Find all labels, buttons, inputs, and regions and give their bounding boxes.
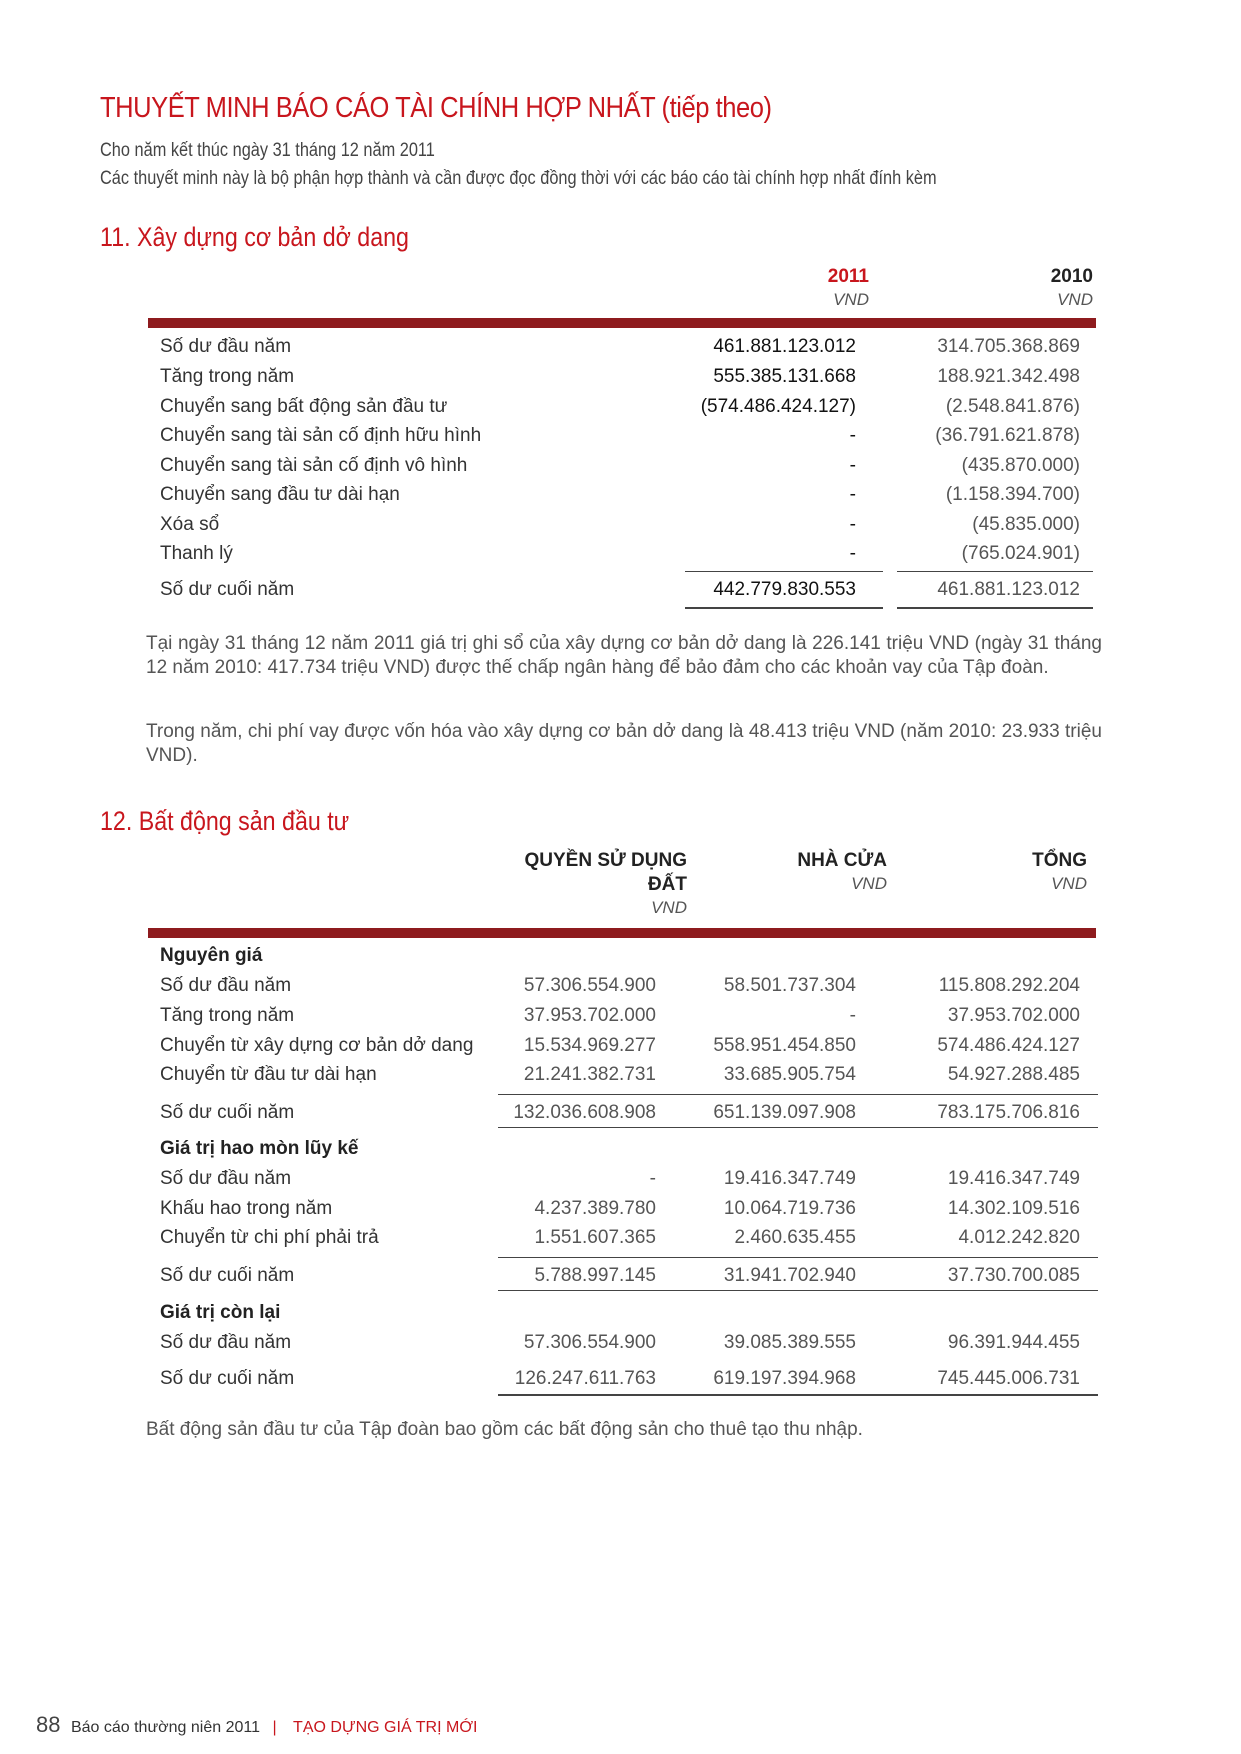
col-unit-land-use: VND	[651, 898, 687, 917]
page-subtitle-period: Cho năm kết thúc ngày 31 tháng 12 năm 2011	[100, 140, 435, 161]
value-total: 115.808.292.204	[938, 975, 1080, 996]
value-2010: (765.024.901)	[961, 543, 1080, 564]
value-2011: (574.486.424.127)	[700, 396, 856, 417]
section-12-heading: 12. Bất động sản đầu tư	[100, 806, 350, 836]
value-total: 4.012.242.820	[958, 1227, 1080, 1248]
value-2010: 461.881.123.012	[937, 579, 1080, 600]
value-2011: 461.881.123.012	[713, 336, 856, 357]
row-label: Tăng trong năm	[160, 1005, 295, 1026]
value-land-use: 57.306.554.900	[523, 1332, 656, 1353]
value-land-use: 21.241.382.731	[523, 1064, 656, 1085]
value-2011: -	[849, 455, 856, 476]
value-total: 19.416.347.749	[947, 1168, 1080, 1189]
value-total: 37.953.702.000	[947, 1005, 1080, 1026]
page-footer	[36, 1712, 477, 1738]
row-label: Chuyển sang đầu tư dài hạn	[160, 484, 400, 505]
value-total: 574.486.424.127	[937, 1035, 1080, 1056]
subtotal-line	[685, 571, 883, 572]
value-land-use: -	[649, 1168, 656, 1189]
row-label: Số dư cuối năm	[160, 1102, 295, 1123]
table-row	[160, 1035, 1092, 1065]
col-header-land-use: QUYỀN SỬ DỤNG	[524, 850, 687, 871]
value-buildings: 19.416.347.749	[723, 1168, 856, 1189]
total-line	[897, 607, 1093, 609]
row-label: Số dư cuối năm	[160, 1368, 295, 1389]
table-row	[160, 1332, 1092, 1362]
value-land-use: 4.237.389.780	[534, 1198, 656, 1219]
table-row	[160, 1064, 1092, 1094]
subtotal-line	[897, 571, 1093, 572]
row-label: Khấu hao trong năm	[160, 1198, 333, 1219]
value-buildings: 619.197.394.968	[713, 1368, 856, 1389]
group-title-label: Giá trị hao mòn lũy kế	[160, 1138, 359, 1159]
value-land-use: 132.036.608.908	[513, 1102, 656, 1123]
value-2011: -	[849, 543, 856, 564]
row-label: Chuyển sang tài sản cố định vô hình	[160, 455, 468, 476]
value-2011: 442.779.830.553	[713, 579, 856, 600]
footer-separator: |	[272, 1719, 277, 1736]
value-total: 54.927.288.485	[947, 1064, 1080, 1085]
row-label: Chuyển sang bất động sản đầu tư	[160, 396, 448, 417]
value-2011: 555.385.131.668	[713, 366, 856, 387]
table-row	[160, 336, 1092, 366]
value-total: 783.175.706.816	[937, 1102, 1080, 1123]
value-buildings: -	[849, 1005, 856, 1026]
table-row	[160, 1227, 1092, 1257]
value-2010: 314.705.368.869	[937, 336, 1080, 357]
value-land-use: 1.551.607.365	[534, 1227, 656, 1248]
row-label: Chuyển từ chi phí phải trả	[160, 1227, 379, 1248]
value-2011: -	[849, 425, 856, 446]
value-total: 745.445.006.731	[937, 1368, 1080, 1389]
table-row	[160, 514, 1092, 544]
row-label: Chuyển từ xây dựng cơ bản dở dang	[160, 1035, 474, 1056]
value-buildings: 10.064.719.736	[723, 1198, 856, 1219]
table-row	[160, 543, 1092, 573]
table-header-bar	[148, 928, 1096, 938]
col-header-2010: 2010	[1050, 266, 1093, 287]
value-buildings: 2.460.635.455	[734, 1227, 856, 1248]
table-row	[160, 425, 1092, 455]
subtotal-line	[498, 1094, 1098, 1095]
total-line	[685, 607, 883, 609]
total-line	[498, 1290, 1098, 1291]
value-2010: (45.835.000)	[972, 514, 1080, 535]
table-row	[160, 1198, 1092, 1228]
subtotal-line	[498, 1257, 1098, 1258]
value-land-use: 37.953.702.000	[523, 1005, 656, 1026]
table-row	[160, 1168, 1092, 1198]
value-2010: (435.870.000)	[961, 455, 1080, 476]
section-11-heading: 11. Xây dựng cơ bản dở dang	[100, 222, 409, 252]
total-line	[498, 1127, 1098, 1128]
value-buildings: 558.951.454.850	[713, 1035, 856, 1056]
value-buildings: 58.501.737.304	[723, 975, 856, 996]
col-unit-2010: VND	[1057, 290, 1093, 309]
group-title	[160, 1138, 1092, 1168]
table-row	[160, 366, 1092, 396]
table-row	[160, 455, 1092, 485]
row-label: Số dư đầu năm	[160, 975, 292, 996]
row-label: Xóa sổ	[160, 514, 220, 535]
value-total: 14.302.109.516	[947, 1198, 1080, 1219]
row-label: Thanh lý	[160, 543, 233, 564]
paragraph-investment-property-note: Bất động sản đầu tư của Tập đoàn bao gồm các bất động sản cho thuê tạo thu nhập.	[146, 1419, 863, 1440]
value-buildings: 651.139.097.908	[713, 1102, 856, 1123]
row-label: Số dư cuối năm	[160, 579, 295, 600]
row-label: Tăng trong năm	[160, 366, 295, 387]
col-unit-buildings: VND	[851, 874, 887, 893]
col-unit-total: VND	[1051, 874, 1087, 893]
value-2011: -	[849, 484, 856, 505]
value-buildings: 33.685.905.754	[723, 1064, 856, 1085]
group-title-label: Giá trị còn lại	[160, 1302, 281, 1323]
value-land-use: 57.306.554.900	[523, 975, 656, 996]
row-label: Số dư cuối năm	[160, 1265, 295, 1286]
table-row	[160, 484, 1092, 514]
value-2010: (36.791.621.878)	[935, 425, 1080, 446]
value-2010: (1.158.394.700)	[945, 484, 1080, 505]
value-2011: -	[849, 514, 856, 535]
footer-slogan: TẠO DỰNG GIÁ TRỊ MỚI	[293, 1719, 478, 1736]
table-header-bar	[148, 318, 1096, 328]
footer-report-title: Báo cáo thường niên 2011	[70, 1719, 260, 1736]
value-land-use: 5.788.997.145	[534, 1265, 656, 1286]
value-2010: 188.921.342.498	[937, 366, 1080, 387]
row-label: Số dư đầu năm	[160, 1168, 292, 1189]
page-title: THUYẾT MINH BÁO CÁO TÀI CHÍNH HỢP NHẤT (tiếp theo)	[100, 92, 772, 124]
table-row	[160, 1005, 1092, 1035]
paragraph-collateral: Tại ngày 31 tháng 12 năm 2011 giá trị ghi sổ của xây dựng cơ bản dở dang là 226.141 triệu VND (ngày 31 tháng 12 năm 2010: 417.734 triệu VND) được thế chấp ngân hàng để bảo đảm cho các khoản vay của Tập đoàn.	[146, 633, 1102, 678]
page-number: 88	[36, 1712, 61, 1737]
col-header-land-use-2: ĐẤT	[647, 874, 687, 895]
value-buildings: 31.941.702.940	[723, 1265, 856, 1286]
paragraph-capitalized-borrowing: Trong năm, chi phí vay được vốn hóa vào xây dựng cơ bản dở dang là 48.413 triệu VND (năm 2010: 23.933 triệu VND).	[146, 721, 1102, 766]
total-row	[160, 579, 1092, 609]
value-buildings: 39.085.389.555	[723, 1332, 856, 1353]
col-header-buildings: NHÀ CỬA	[797, 850, 887, 871]
row-label: Chuyển từ đầu tư dài hạn	[160, 1064, 377, 1085]
total-line	[498, 1394, 1098, 1396]
col-header-total: TỔNG	[1032, 850, 1087, 871]
group-title	[160, 945, 1092, 975]
table-row	[160, 396, 1092, 426]
row-label: Số dư đầu năm	[160, 1332, 292, 1353]
value-total: 37.730.700.085	[947, 1265, 1080, 1286]
col-header-2011: 2011	[827, 266, 869, 287]
value-2010: (2.548.841.876)	[945, 396, 1080, 417]
value-total: 96.391.944.455	[947, 1332, 1080, 1353]
row-label: Số dư đầu năm	[160, 336, 292, 357]
col-unit-2011: VND	[833, 290, 869, 309]
value-land-use: 15.534.969.277	[523, 1035, 656, 1056]
group-title-label: Nguyên giá	[160, 945, 263, 966]
page-subtitle-note: Các thuyết minh này là bộ phận hợp thành và cần được đọc đồng thời với các báo cáo tài chính hợp nhất đính kèm	[100, 168, 937, 189]
table-row	[160, 975, 1092, 1005]
row-label: Chuyển sang tài sản cố định hữu hình	[160, 425, 482, 446]
group-title	[160, 1302, 1092, 1332]
value-land-use: 126.247.611.763	[514, 1368, 656, 1389]
